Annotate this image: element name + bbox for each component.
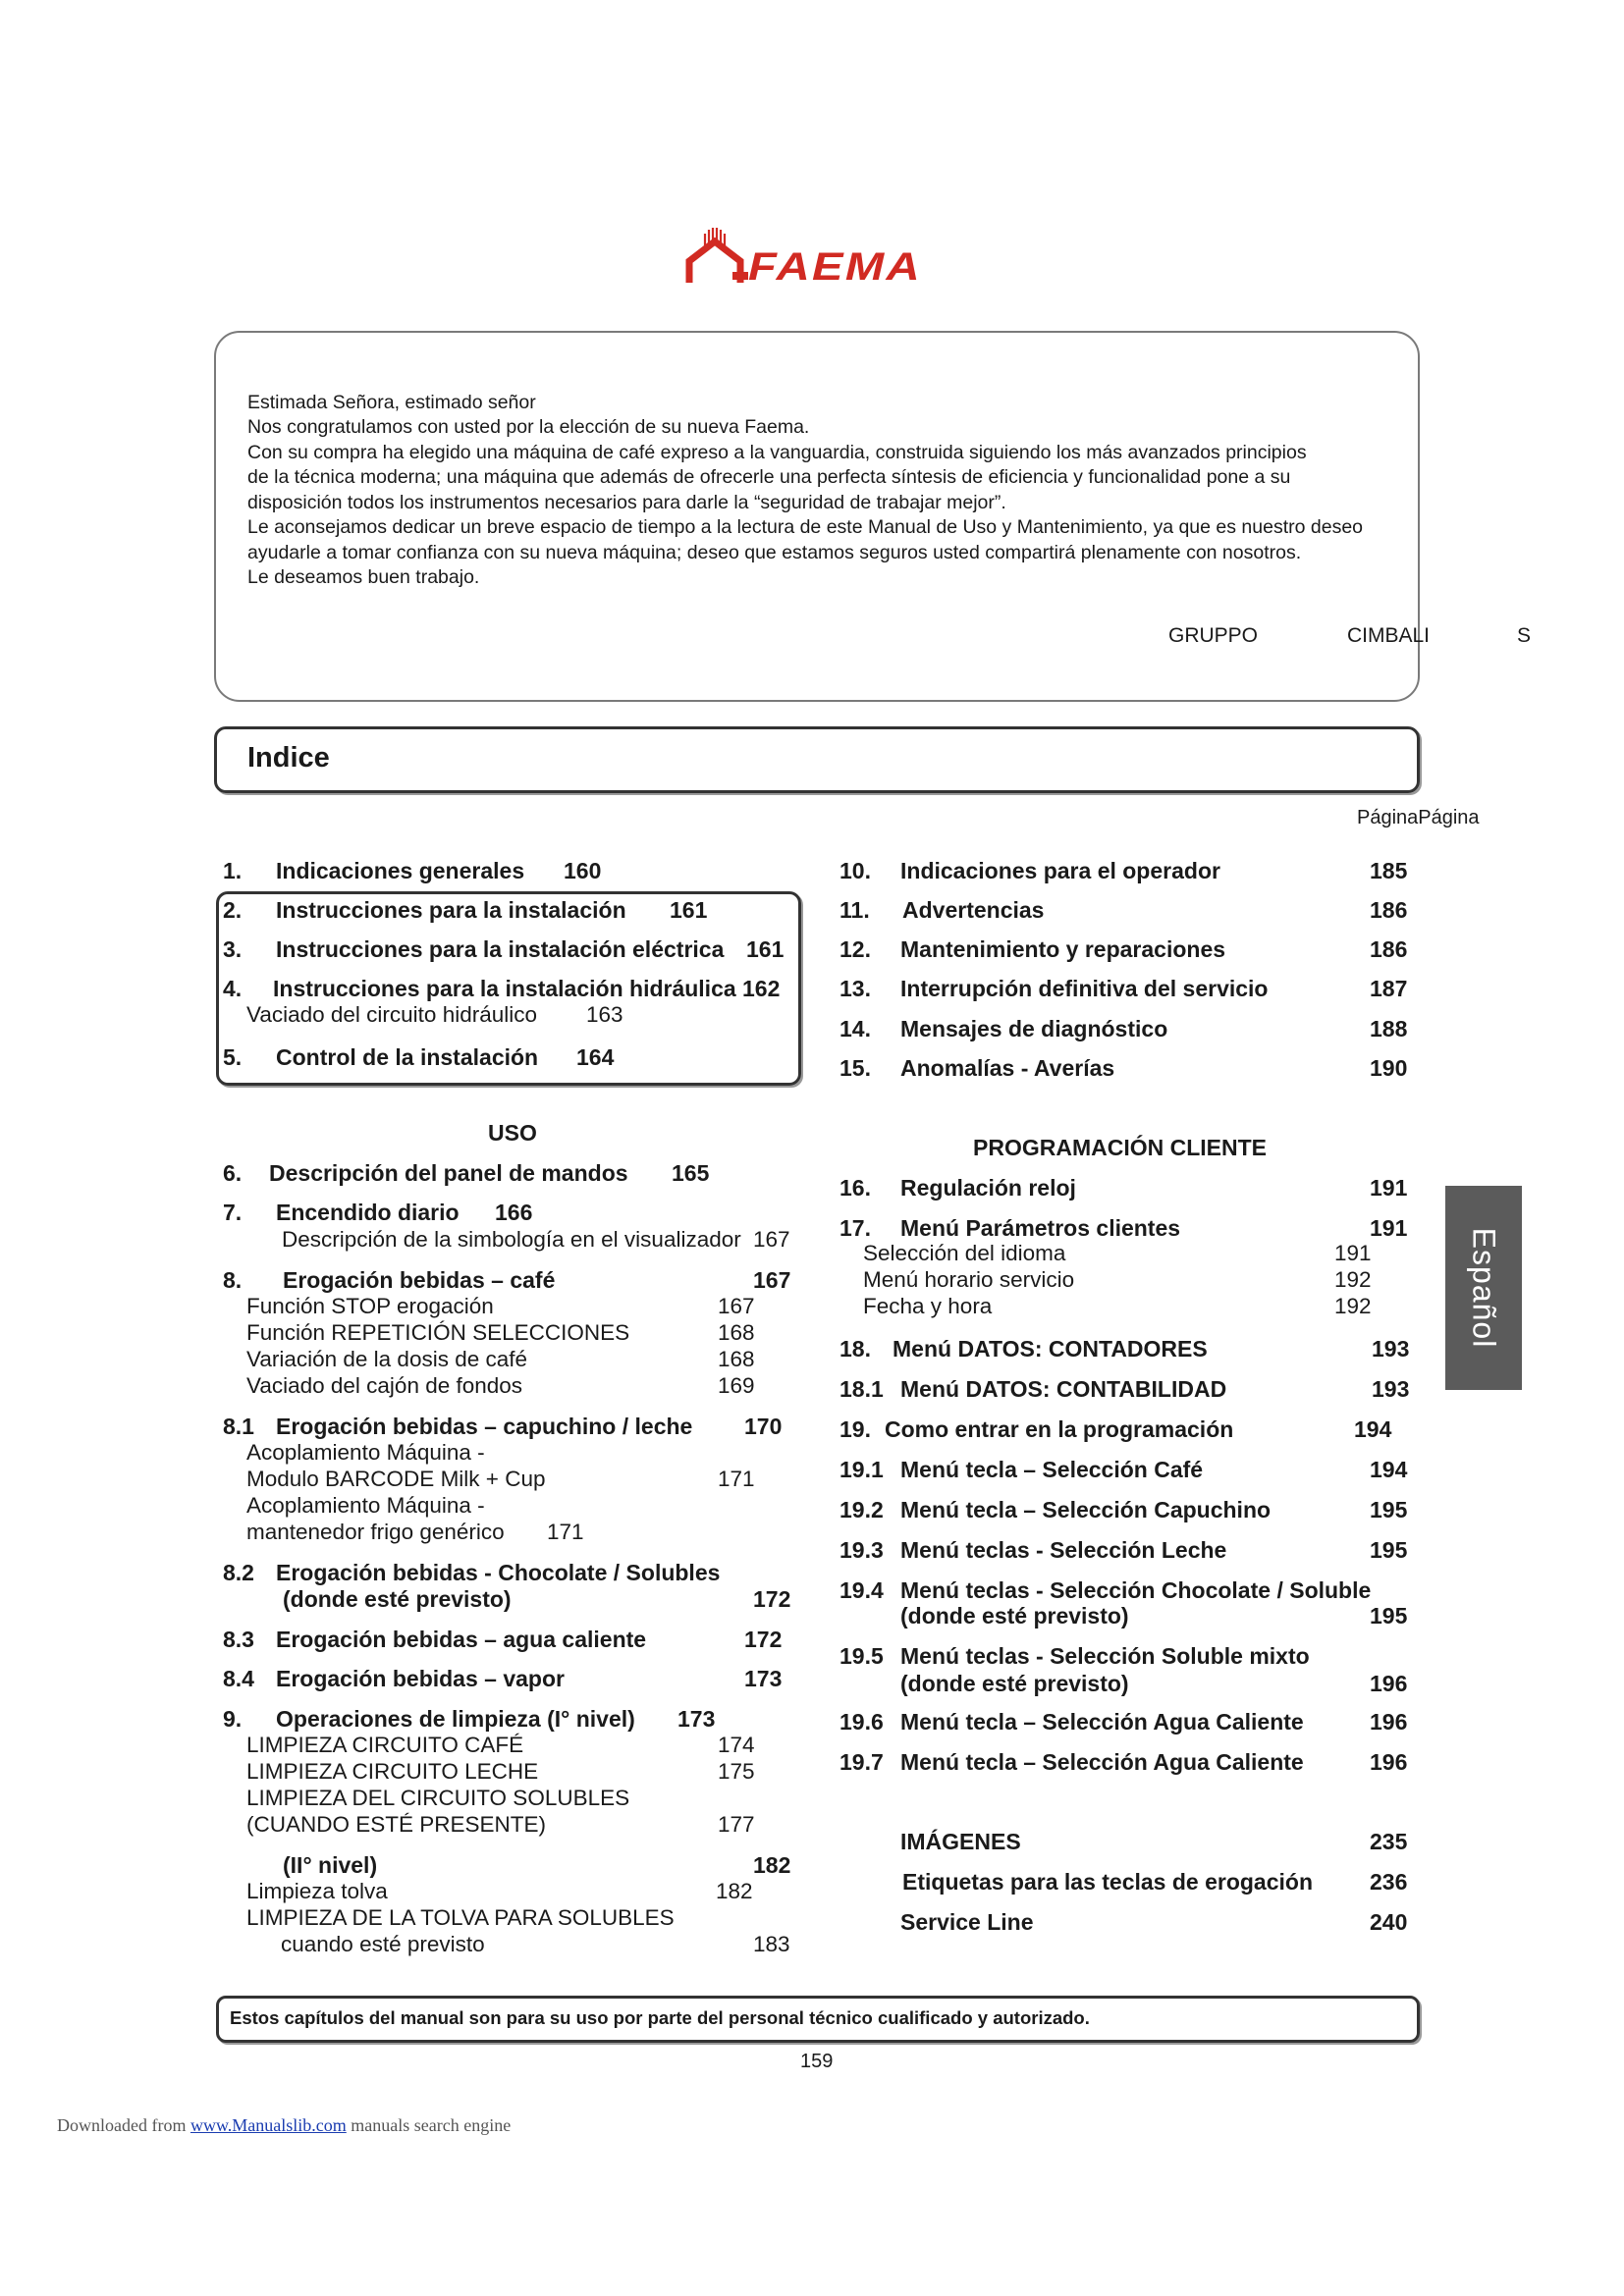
toc-page: 172 [744,1627,783,1652]
toc-page: 177 [718,1812,755,1837]
toc-number: 16. [839,1175,871,1201]
toc-page: 167 [753,1227,790,1252]
toc-number: 4. [223,976,243,1001]
toc-page: 165 [672,1160,710,1186]
section-heading-programacion: PROGRAMACIÓN CLIENTE [973,1135,1267,1160]
toc-page: 196 [1370,1709,1408,1735]
intro-line: disposición todos los instrumentos necesarios para darle la “seguridad de trabajar mejor”. [247,492,1006,513]
toc-page: 166 [495,1200,533,1225]
toc-title: Indicaciones generales [276,858,525,883]
toc-title: Encendido diario [276,1200,460,1225]
toc-number: 8.3 [223,1627,254,1652]
toc-number: 2. [223,897,243,923]
toc-title: Menú tecla – Selección Café [900,1457,1204,1482]
toc-title: Erogación bebidas – vapor [276,1666,565,1691]
logo-wordmark: FAEMA [748,245,922,289]
toc-subtitle: Vaciado del cajón de fondos [246,1373,523,1398]
toc-subtitle: (CUANDO ESTÉ PRESENTE) [246,1812,547,1837]
toc-title: Anomalías - Averías [900,1055,1115,1081]
section-heading-uso: USO [488,1120,537,1146]
toc-page: 168 [718,1320,755,1345]
toc-number: 15. [839,1055,871,1081]
intro-line: Le deseamos buen trabajo. [247,566,480,588]
toc-subtitle: Variación de la dosis de café [246,1347,528,1371]
toc-number: 12. [839,936,871,962]
toc-number: 8.2 [223,1560,254,1585]
toc-number: 8.1 [223,1414,254,1439]
toc-number: 11. [839,897,870,923]
toc-title: Menú tecla – Selección Agua Caliente [900,1749,1304,1775]
signature-word: S [1517,624,1532,647]
intro-line: Estimada Señora, estimado señor [247,392,536,413]
toc-subtitle: Limpieza tolva [246,1879,388,1903]
indice-title: Indice [247,742,330,774]
toc-subtitle: LIMPIEZA DEL CIRCUITO SOLUBLES [246,1786,630,1810]
toc-title: IMÁGENES [900,1829,1021,1854]
toc-subtitle: Modulo BARCODE Milk + Cup [246,1467,546,1491]
toc-page: 193 [1372,1336,1410,1362]
toc-title: Erogación bebidas - Chocolate / Solubles [276,1560,721,1585]
language-tab [1445,1186,1522,1390]
toc-title: Interrupción definitiva del servicio [900,976,1269,1001]
faema-house-icon [685,228,748,285]
toc-title: Erogación bebidas – café [283,1267,556,1293]
toc-page: 167 [718,1294,755,1318]
toc-subtitle: Acoplamiento Máquina - [246,1493,485,1518]
toc-page: 187 [1370,976,1408,1001]
toc-number: 19.7 [839,1749,884,1775]
toc-title: Regulación reloj [900,1175,1076,1201]
toc-title: Menú teclas - Selección Soluble mixto [900,1643,1310,1669]
toc-title: Mensajes de diagnóstico [900,1016,1168,1041]
toc-subtitle: LIMPIEZA CIRCUITO LECHE [246,1759,539,1784]
toc-number: 5. [223,1044,243,1070]
toc-page: 164 [576,1044,615,1070]
toc-number: 9. [223,1706,243,1732]
intro-line: Con su compra ha elegido una máquina de café expreso a la vanguardia, construida siguiendo los más avanzados principios [247,442,1307,463]
toc-number: 10. [839,858,871,883]
toc-number: 17. [839,1215,871,1241]
toc-number: 19.2 [839,1497,884,1522]
toc-page: 193 [1372,1376,1410,1402]
toc-page: 188 [1370,1016,1408,1041]
toc-subtitle: LIMPIEZA DE LA TOLVA PARA SOLUBLES [246,1905,675,1930]
toc-number: 7. [223,1200,243,1225]
toc-subtitle: Función REPETICIÓN SELECCIONES [246,1320,630,1345]
toc-page: 171 [718,1467,755,1491]
toc-page: 175 [718,1759,755,1784]
toc-page: 182 [716,1879,753,1903]
pagina-column-label: PáginaPágina [1357,807,1480,828]
indice-header-box [214,726,1420,793]
intro-line: ayudarle a tomar confianza con su nueva máquina; deseo que estamos seguros usted compartirá plenamente con nosotros. [247,542,1302,563]
page-number: 159 [800,2051,834,2072]
toc-page: 195 [1370,1537,1408,1563]
toc-number: 19.1 [839,1457,884,1482]
signature-word: CIMBALI [1347,624,1431,647]
toc-number: 1. [223,858,243,883]
toc-page: 240 [1370,1909,1408,1935]
toc-page: 182 [753,1852,791,1878]
download-prefix: Downloaded from [57,2115,190,2135]
toc-subtitle: Descripción de la simbología en el visualizador [282,1227,741,1252]
toc-title-cont: (donde esté previsto) [900,1671,1129,1696]
toc-page: 190 [1370,1055,1408,1081]
toc-page: 191 [1334,1241,1372,1265]
toc-title: Erogación bebidas – capuchino / leche [276,1414,693,1439]
intro-line: de la técnica moderna; una máquina que además de ofrecerle una perfecta síntesis de eficiencia y funcionalidad pone a su [247,466,1291,488]
toc-number: 8. [223,1267,243,1293]
toc-title: Menú teclas - Selección Chocolate / Soluble [900,1577,1372,1603]
footer-note: Estos capítulos del manual son para su uso por parte del personal técnico cualificado y autorizado. [230,2007,1090,2028]
toc-title-cont: (donde esté previsto) [900,1603,1129,1629]
intro-line: Le aconsejamos dedicar un breve espacio de tiempo a la lectura de este Manual de Uso y Mantenimiento, ya que es nuestro deseo [247,516,1364,538]
toc-page: 169 [718,1373,755,1398]
toc-page: 161 [746,936,785,962]
toc-title-cont: (donde esté previsto) [283,1586,512,1612]
toc-subtitle: Menú horario servicio [863,1267,1075,1292]
toc-page: 195 [1370,1497,1408,1522]
toc-title: Descripción del panel de mandos [269,1160,628,1186]
toc-number: 3. [223,936,243,962]
toc-page: 186 [1370,936,1408,962]
download-credit [57,2115,511,2136]
toc-number: 14. [839,1016,871,1041]
toc-title: Control de la instalación [276,1044,539,1070]
toc-page: 174 [718,1733,755,1757]
toc-title: Service Line [900,1909,1034,1935]
toc-page: 235 [1370,1829,1408,1854]
toc-number: 19.6 [839,1709,884,1735]
toc-page: 191 [1370,1215,1408,1241]
toc-number: 8.4 [223,1666,254,1691]
toc-subtitle: Acoplamiento Máquina - [246,1440,485,1465]
toc-subtitle: Fecha y hora [863,1294,993,1318]
toc-number: 6. [223,1160,243,1186]
toc-title: Mantenimiento y reparaciones [900,936,1226,962]
toc-page: 185 [1370,858,1408,883]
toc-page: 192 [1334,1294,1372,1318]
toc-page: 167 [753,1267,791,1293]
faema-logo [685,228,952,289]
toc-page: 160 [564,858,602,883]
toc-page: 194 [1370,1457,1408,1482]
toc-title: Instrucciones para la instalación eléctrica [276,936,725,962]
toc-page: 161 [670,897,708,923]
toc-title: Erogación bebidas – agua caliente [276,1627,647,1652]
download-suffix: manuals search engine [346,2115,512,2135]
toc-number: 13. [839,976,871,1001]
signature-word: GRUPPO [1168,624,1259,647]
toc-page: 172 [753,1586,791,1612]
toc-page: 162 [742,976,781,1001]
toc-page: 170 [744,1414,783,1439]
toc-title: Operaciones de limpieza (I° nivel) [276,1706,635,1732]
toc-number: 19.3 [839,1537,884,1563]
toc-title: Instrucciones para la instalación [276,897,626,923]
toc-title: Menú DATOS: CONTABILIDAD [900,1376,1227,1402]
toc-title: Menú tecla – Selección Capuchino [900,1497,1272,1522]
toc-number: 19.4 [839,1577,884,1603]
toc-page: 168 [718,1347,755,1371]
toc-title: (II° nivel) [283,1852,378,1878]
toc-subtitle: Función STOP erogación [246,1294,494,1318]
toc-subtitle: Selección del idioma [863,1241,1066,1265]
toc-page: 173 [744,1666,783,1691]
toc-page: 192 [1334,1267,1372,1292]
toc-page: 236 [1370,1869,1408,1895]
toc-page: 186 [1370,897,1408,923]
toc-subtitle: Vaciado del circuito hidráulico [246,1002,537,1027]
toc-title: Etiquetas para las teclas de erogación [902,1869,1313,1895]
toc-title: Menú DATOS: CONTADORES [893,1336,1208,1362]
toc-title: Menú tecla – Selección Agua Caliente [900,1709,1304,1735]
toc-number: 19. [839,1416,871,1442]
toc-number: 19.5 [839,1643,884,1669]
toc-title: Como entrar en la programación [885,1416,1234,1442]
toc-subtitle: cuando esté previsto [281,1932,485,1956]
toc-title: Menú Parámetros clientes [900,1215,1181,1241]
toc-page: 194 [1354,1416,1392,1442]
toc-page: 196 [1370,1749,1408,1775]
toc-page: 195 [1370,1603,1408,1629]
toc-number: 18.1 [839,1376,884,1402]
toc-title: Advertencias [902,897,1045,923]
toc-page: 163 [586,1002,623,1027]
toc-page: 171 [547,1520,584,1544]
toc-title: Instrucciones para la instalación hidráulica [273,976,736,1001]
toc-page: 191 [1370,1175,1408,1201]
toc-subtitle: mantenedor frigo genérico [246,1520,505,1544]
toc-page: 196 [1370,1671,1408,1696]
toc-title: Menú teclas - Selección Leche [900,1537,1227,1563]
toc-number: 18. [839,1336,871,1362]
language-tab-label: Español [1466,1227,1502,1349]
intro-line: Nos congratulamos con usted por la elección de su nueva Faema. [247,416,810,438]
manualslib-link[interactable]: www.Manualslib.com [189,2115,347,2135]
toc-page: 183 [753,1932,790,1956]
toc-title: Indicaciones para el operador [900,858,1220,883]
toc-subtitle: LIMPIEZA CIRCUITO CAFÉ [246,1733,524,1757]
toc-page: 173 [677,1706,716,1732]
